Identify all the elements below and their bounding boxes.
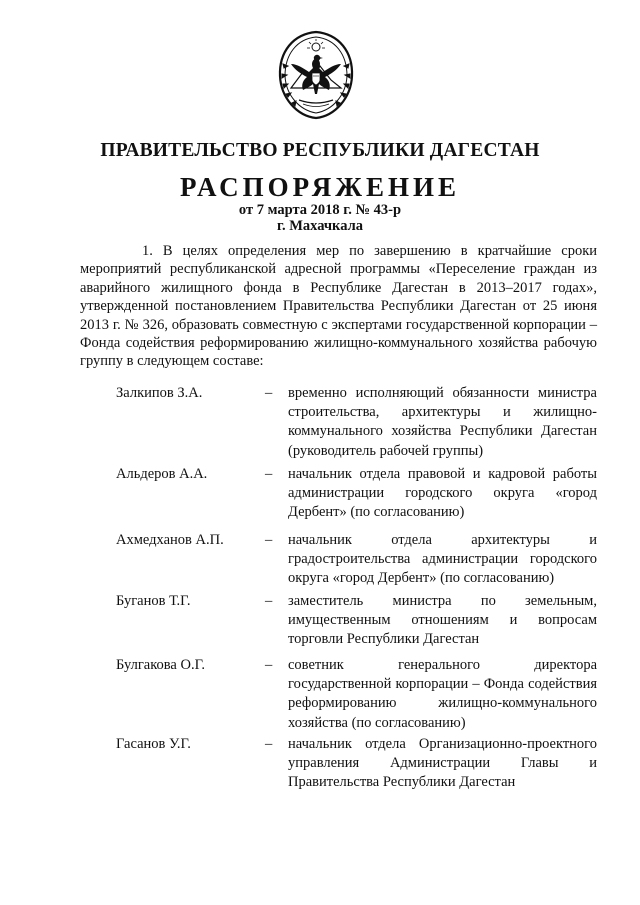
coat-of-arms-icon — [273, 28, 359, 122]
member-role: временно исполняющий обязанности министра строительства, архитектуры и жилищно-коммунального хозяйства Республики Дагестан (руководитель рабочей группы) — [288, 385, 597, 459]
member-role: начальник отдела Организационно-проектного управления Администрации Главы и Правительства Республики Дагестан — [288, 736, 597, 791]
member-row — [0, 384, 640, 464]
member-name: Гасанов У.Г. — [116, 736, 191, 752]
member-row — [0, 735, 640, 815]
member-role: начальник отдела правовой и кадровой работы администрации городского округа «город Дербент» (по согласованию) — [288, 466, 597, 521]
intro-paragraph — [80, 242, 597, 371]
member-dash: – — [265, 593, 273, 609]
member-role: заместитель министра по земельным, имущественным отношениям и вопросам торговли Республики Дагестан — [288, 593, 597, 648]
member-dash: – — [265, 657, 273, 673]
member-dash: – — [265, 532, 273, 548]
member-name: Буганов Т.Г. — [116, 593, 191, 609]
intro-text: 1. В целях определения мер по завершению в кратчайшие сроки мероприятий республиканской адресной программы «Переселение граждан из аварийного жилищного фонда в Республике Дагестан в 2013–2017 годах», утвержденной постановлением Правительства Республики Дагестан от 25 июня 2013 г. № 326, образовать совместную с экспертами государственной корпорации – Фонда содействия реформированию жилищно-коммунального хозяйства рабочую группу в следующем составе: — [80, 243, 597, 370]
member-name: Альдеров А.А. — [116, 466, 208, 482]
city-line: г. Махачкала — [277, 218, 363, 234]
member-name: Ахмедханов А.П. — [116, 532, 224, 548]
member-row — [0, 656, 640, 736]
member-dash: – — [265, 736, 273, 752]
member-role: начальник отдела архитектуры и градостроительства администрации городского округа «город Дербент» (по согласованию) — [288, 532, 597, 587]
member-name: Булгакова О.Г. — [116, 657, 205, 673]
date-number-line: от 7 марта 2018 г. № 43-р — [238, 202, 402, 218]
government-title: ПРАВИТЕЛЬСТВО РЕСПУБЛИКИ ДАГЕСТАН — [100, 140, 540, 161]
member-role: советник генерального директора государственной корпорации – Фонда содействия реформированию жилищно-коммунального хозяйства (по согласованию) — [288, 657, 597, 731]
document-type: РАСПОРЯЖЕНИЕ — [179, 172, 461, 202]
member-dash: – — [265, 466, 273, 482]
member-name: Залкипов З.А. — [116, 385, 203, 401]
member-dash: – — [265, 385, 273, 401]
